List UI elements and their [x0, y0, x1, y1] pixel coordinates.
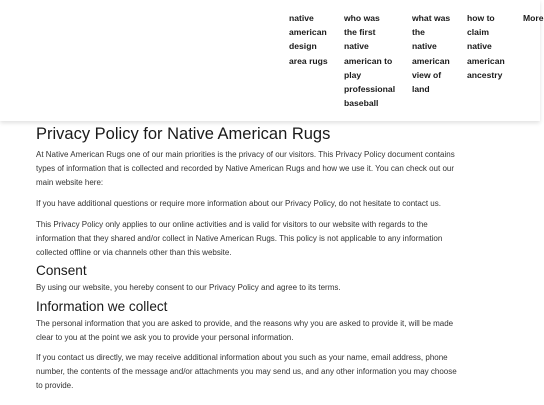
nav-item-label: native	[289, 13, 314, 23]
nav-item-label: who was	[344, 13, 380, 23]
nav-item-label: play	[344, 69, 362, 80]
main-content	[36, 121, 500, 394]
page-title: Privacy Policy for Native American Rugs	[36, 125, 331, 143]
scope-paragraph: This Privacy Policy only applies to our online activities and is valid for visitors to our website with regards to the information that they shared and/or collect in Native American Rugs. This policy is not applicable to any information collected offline or via channels other than this website.	[36, 219, 443, 258]
nav-item-native-american-design-area-rugs[interactable]	[289, 11, 328, 68]
nav-item-label: ancestry	[467, 69, 503, 80]
site-header	[0, 0, 544, 121]
nav-item-label: the	[412, 27, 425, 38]
nav-item-label: land	[412, 84, 430, 95]
nav-item-label: area rugs	[289, 55, 328, 66]
nav-item-claim-native-american-ancestry[interactable]	[467, 11, 505, 82]
nav-item-label: american	[289, 27, 327, 38]
nav-item-label: view of	[412, 69, 442, 80]
nav-item-label: american	[412, 55, 450, 66]
questions-paragraph: If you have additional questions or require more information about our Privacy Policy, do not hesitate to contact us.	[36, 198, 441, 208]
nav-item-label: american	[467, 55, 505, 66]
nav-item-first-native-american-baseball[interactable]	[344, 11, 395, 110]
nav-item-label: baseball	[344, 98, 379, 109]
nav-item-label: american to	[344, 55, 393, 66]
nav-item-label: claim	[467, 27, 489, 38]
nav-item-label: native	[412, 41, 437, 52]
consent-paragraph: By using our website, you hereby consent to our Privacy Policy and agree to its terms.	[36, 283, 341, 293]
nav-item-label: professional	[344, 84, 396, 95]
nav-item-label: More	[523, 13, 544, 23]
intro-paragraph: At Native American Rugs one of our main priorities is the privacy of our visitors. This Privacy Policy document contains types of information that is collected and recorded by Native American Rugs and how we use it. You can check out our main website here:	[36, 150, 455, 188]
nav-item-more[interactable]	[523, 11, 544, 25]
information-paragraph: The personal information that you are asked to provide, and the reasons why you are asked to provide it, will be made clear to you at the point we ask you to provide your personal information.	[36, 318, 454, 342]
nav-item-label: how to	[467, 13, 495, 23]
nav-item-label: native	[344, 41, 369, 52]
contact-paragraph: If you contact us directly, we may receive additional information about you such as your name, email address, phone number, the contents of the message and/or attachments you may send us, and any other information you may choose to provide.	[36, 353, 457, 391]
consent-heading: Consent	[36, 263, 87, 279]
nav-item-label: native	[467, 41, 492, 52]
nav-item-label: design	[289, 41, 317, 52]
nav-item-label: the first	[344, 27, 376, 38]
nav-item-label: what was	[412, 13, 451, 23]
information-heading: Information we collect	[36, 298, 168, 314]
nav-item-native-american-view-of-land[interactable]	[412, 11, 450, 96]
